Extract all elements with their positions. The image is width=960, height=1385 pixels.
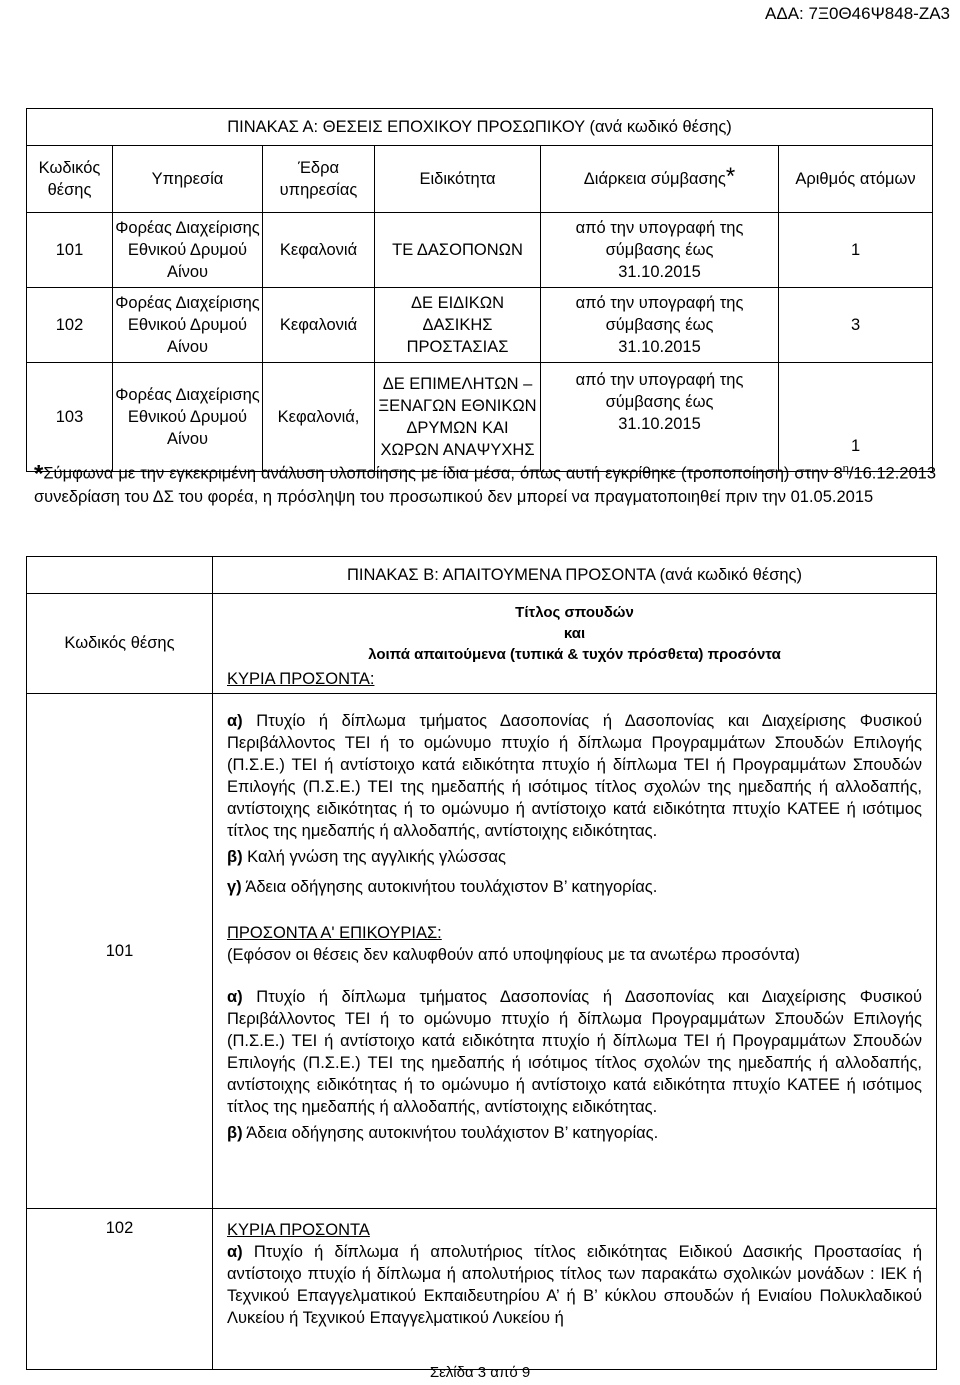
row-specialty: ΔΕ ΕΙΔΙΚΩΝ ΔΑΣΙΚΗΣ ΠΡΟΣΤΑΣΙΑΣ xyxy=(375,288,541,363)
row-specialty: ΔΕ ΕΠΙΜΕΛΗΤΩΝ – ΞΕΝΑΓΩΝ ΕΘΝΙΚΩΝ ΔΡΥΜΩΝ ΚΑΙ ΧΩΡΩΝ ΑΝΑΨΥΧΗΣ xyxy=(375,363,541,472)
row-seat: Κεφαλονιά, xyxy=(263,363,375,472)
table-row xyxy=(27,363,933,472)
row-duration: από την υπογραφή της σύμβασης έως 31.10.2015 xyxy=(541,213,779,288)
row-count: 1 xyxy=(779,363,933,472)
table-a-title: ΠΙΝΑΚΑΣ Α: ΘΕΣΕΙΣ ΕΠΟΧΙΚΟΥ ΠΡΟΣΩΠΙΚΟΥ (ανά κωδικό θέσης) xyxy=(27,109,933,146)
row-count: 1 xyxy=(779,213,933,288)
row-code-101: 101 xyxy=(27,694,213,1209)
footnote-star: * xyxy=(34,460,44,488)
col-seat-header: Έδρα υπηρεσίας xyxy=(263,146,375,213)
table-a xyxy=(26,108,933,472)
row-service: Φορέας Διαχείρισης Εθνικού Δρυμού Αίνου xyxy=(113,363,263,472)
table-b xyxy=(26,556,937,1370)
row-service: Φορέας Διαχείρισης Εθνικού Δρυμού Αίνου xyxy=(113,288,263,363)
col-count-header: Αριθμός ατόμων xyxy=(779,146,933,213)
row-seat: Κεφαλονιά xyxy=(263,288,375,363)
col-code-header: Κωδικός θέσης xyxy=(27,146,113,213)
page-number: Σελίδα 3 από 9 xyxy=(429,1364,531,1381)
col-specialty-header: Ειδικότητα xyxy=(375,146,541,213)
row-service: Φορέας Διαχείρισης Εθνικού Δρυμού Αίνου xyxy=(113,213,263,288)
row-specialty: ΤΕ ΔΑΣΟΠΟΝΩΝ xyxy=(375,213,541,288)
code-header: Κωδικός θέσης xyxy=(27,594,213,694)
table-row xyxy=(27,213,933,288)
row-count: 3 xyxy=(779,288,933,363)
row-duration: από την υπογραφή της σύμβασης έως 31.10.2015 xyxy=(541,288,779,363)
kyria-label: ΚΥΡΙΑ ΠΡΟΣΟΝΤΑ: xyxy=(227,670,375,688)
row-req-102: ΚΥΡΙΑ ΠΡΟΣΟΝΤΑ α) Πτυχίο ή δίπλωμα ή απολυτήριος τίτλος ειδικότητας Ειδικού Δασικής Προστασίας ή αντίστοιχο πτυχίο ή δίπλωμα ή απολυτήριος τίτλος των παρακάτω σχολικών μονάδων : ΙΕΚ ή Τεχνικού Επαγγελματικού Εκπαιδευτηρίου Α’ ή Β’ κύκλου σπουδών ή Ενιαίου Πολυκλαδικού Λυκείου ή Τεχνικού Επαγγελματικού Λυκείου ή xyxy=(213,1209,937,1370)
row-code: 102 xyxy=(27,288,113,363)
ada-code: ΑΔΑ: 7Ξ0Θ46Ψ848-ΖΑ3 xyxy=(765,4,950,23)
row-duration: από την υπογραφή της σύμβασης έως 31.10.2015 xyxy=(541,363,779,472)
footnote: *Σύμφωνα με την εγκεκριμένη ανάλυση υλοποίησης με ίδια μέσα, όπως αυτή εγκρίθηκε (τροποποίηση) στην $8^\eta/16.12.2013$ συνεδρίαση του ΔΣ του φορέα, η πρόσληψη του προσωπικού δεν μπορεί να πραγματοποιηθεί πριν την 01.05.2015 xyxy=(34,460,936,506)
table-row xyxy=(27,694,937,1209)
col-duration-header: Διάρκεια σύμβασης* xyxy=(541,146,779,213)
row-req-101: α) Πτυχίο ή δίπλωμα τμήματος Δασοπονίας ή Δασοπονίας και Διαχείρισης Φυσικού Περιβάλλοντος ΤΕΙ ή το ομώνυμο πτυχίο ή δίπλωμα Προγραμμάτων Σπουδών Επιλογής (Π.Σ.Ε.) ΤΕΙ ή αντίστοιχο κατά ειδικότητα πτυχίο ή δίπλωμα ΤΕΙ ή Προγραμμάτων Σπουδών Επιλογής (Π.Σ.Ε.) ΤΕΙ της ημεδαπής ή ισότιμος τίτλος σχολών της ημεδαπής ή αλλοδαπής, αντίστοιχης ειδικότητας ή το ομώνυμο ή αντίστοιχο κατά ειδικότητα πτυχίο ΚΑΤΕΕ ή ισότιμος τίτλος της ημεδαπής ή αλλοδαπής, αντίστοιχης ειδικότητας. β) Καλή γνώση της αγγλικής γλώσσας γ) Άδεια οδήγησης αυτοκινήτου τουλάχιστον Β’ κατηγορίας. ΠΡΟΣΟΝΤΑ Α' ΕΠΙΚΟΥΡΙΑΣ: (Εφόσον οι θέσεις δεν καλυφθούν από υποψηφίους με τα ανωτέρω προσόντα) α) Πτυχίο ή δίπλωμα τμήματος Δασοπονίας ή Δασοπονίας και Διαχείρισης Φυσικού Περιβάλλοντος ΤΕΙ ή το ομώνυμο πτυχίο ή δίπλωμα Προγραμμάτων Σπουδών Επιλογής (Π.Σ.Ε.) ΤΕΙ ή αντίστοιχο κατά ειδικότητα πτυχίο ή δίπλωμα ΤΕΙ ή Προγραμμάτων Σπουδών Επιλογής (Π.Σ.Ε.) ΤΕΙ της ημεδαπής ή ισότιμος τίτλος σχολών της ημεδαπής ή αλλοδαπής, αντίστοιχης ειδικότητας ή το ομώνυμο ή αντίστοιχο κατά ειδικότητα πτυχίο ΚΑΤΕΕ ή ισότιμος τίτλος της ημεδαπής ή αλλοδαπής, αντίστοιχης ειδικότητας. β) Άδεια οδήγησης αυτοκινήτου τουλάχιστον Β’ κατηγορίας. xyxy=(213,694,937,1209)
row-code: 103 xyxy=(27,363,113,472)
row-seat: Κεφαλονιά xyxy=(263,213,375,288)
table-row xyxy=(27,288,933,363)
table-b-title: ΠΙΝΑΚΑΣ Β: ΑΠΑΙΤΟΥΜΕΝΑ ΠΡΟΣΟΝΤΑ (ανά κωδικό θέσης) xyxy=(213,557,937,594)
table-row xyxy=(27,1209,937,1370)
req-header: Τίτλος σπουδών και λοιπά απαιτούμενα (τυπικά & τυχόν πρόσθετα) προσόντα ΚΥΡΙΑ ΠΡΟΣΟΝΤΑ: xyxy=(213,594,937,694)
row-code-102: 102 xyxy=(27,1209,213,1370)
col-service-header: Υπηρεσία xyxy=(113,146,263,213)
row-code: 101 xyxy=(27,213,113,288)
